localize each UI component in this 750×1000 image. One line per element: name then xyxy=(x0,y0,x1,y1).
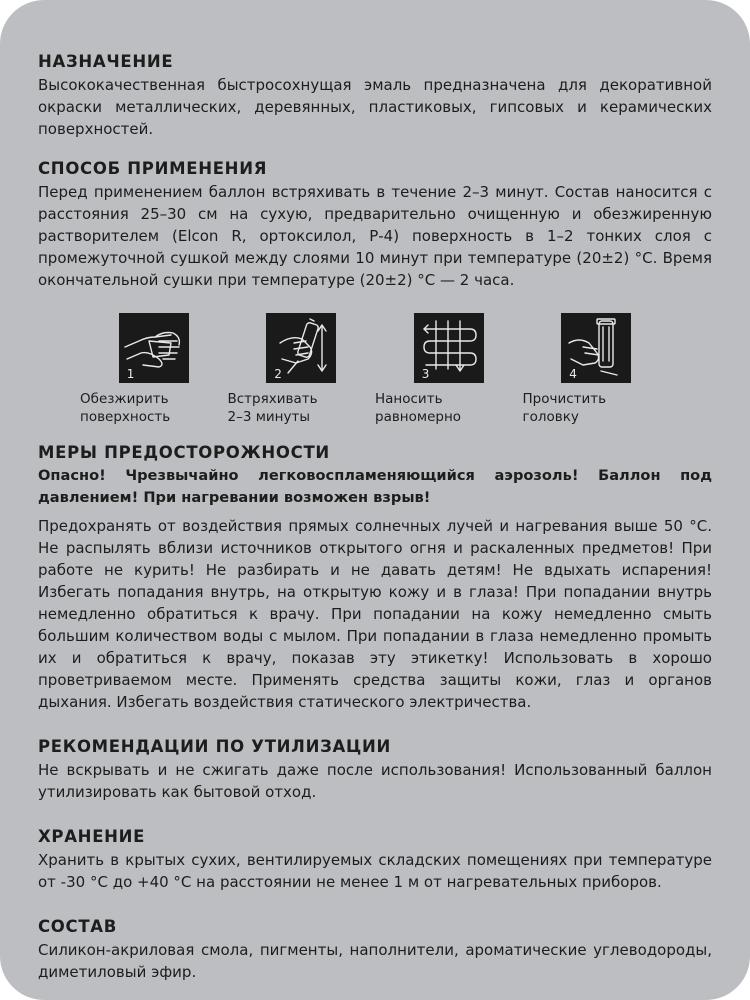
precautions-text: Предохранять от воздействия прямых солнечных лучей и нагревания выше 50 °С. Не распылять вблизи источников открытого огня и раскаленных предметов! При работе не курить! Не разбирать и не давать детям! Не вдыхать испарения! Избегать попадания внутрь, на открытую кожу и в глаза! При попадании внутрь немедленно обратиться к врачу. При попадании на кожу немедленно смыть большим количеством воды с мылом. При попадании в глаза немедленно промыть их и обратиться к врачу, показав эту этикетку! Использовать в хорошо проветриваемом месте. Применять средства защиты кожи, глаз и органов дыхания. Избегать воздействия статического электричества. xyxy=(38,517,712,711)
clean-nozzle-icon xyxy=(561,313,631,383)
step-caption: Встряхивать 2–3 минуты xyxy=(227,391,318,425)
composition-title: СОСТАВ xyxy=(38,917,118,936)
composition-section xyxy=(38,915,712,983)
shaking-can-icon xyxy=(266,313,336,383)
storage-section xyxy=(38,825,712,893)
step-3 xyxy=(375,313,523,426)
spray-pattern-icon xyxy=(414,313,484,383)
step-4 xyxy=(523,313,671,426)
application-section xyxy=(38,157,712,291)
storage-text: Хранить в крытых сухих, вентилируемых складских помещениях при температуре от -30 °С до +40 °С на расстоянии не менее 1 м от нагревательных приборов. xyxy=(38,851,712,891)
purpose-section xyxy=(38,50,712,140)
disposal-section xyxy=(38,735,712,803)
precautions-title: МЕРЫ ПРЕДОСТОРОЖНОСТИ xyxy=(38,443,330,462)
application-title: СПОСОБ ПРИМЕНЕНИЯ xyxy=(38,159,268,178)
storage-title: ХРАНЕНИЕ xyxy=(38,827,146,846)
step-number: 2 xyxy=(274,367,282,381)
step-1 xyxy=(80,313,228,426)
danger-warning: Опасно! Чрезвычайно легковоспламеняющийся аэрозоль! Баллон под давлением! При нагревании возможен взрыв! xyxy=(38,467,712,506)
step-number: 1 xyxy=(126,367,135,381)
disposal-text: Не вскрывать и не сжигать даже после использования! Использованный баллон утилизировать как бытовой отход. xyxy=(38,761,712,801)
step-caption: Прочистить головку xyxy=(522,391,607,425)
hand-wiping-icon xyxy=(119,313,189,383)
disposal-title: РЕКОМЕНДАЦИИ ПО УТИЛИЗАЦИИ xyxy=(38,737,392,756)
application-steps xyxy=(38,313,712,426)
step-caption: Обезжирить поверхность xyxy=(80,391,171,425)
purpose-title: НАЗНАЧЕНИЕ xyxy=(38,52,174,71)
step-number: 3 xyxy=(421,367,430,381)
precautions-section xyxy=(38,441,712,713)
application-text: Перед применением баллон встряхивать в течение 2–3 минут. Состав наносится с расстояния 25–30 см на сухую, предварительно очищенную и обезжиренную растворителем (Elcon R, ортоксилол, Р-4) поверхность в 1–2 тонких слоя с промежуточной сушкой между слоями 10 минут при температуре (20±2) °С. Время окончательной сушки при температуре (20±2) °С — 2 часа. xyxy=(38,183,712,289)
step-number: 4 xyxy=(569,367,577,381)
step-caption: Наносить равномерно xyxy=(375,391,462,425)
composition-text: Силикон-акриловая смола, пигменты, наполнители, ароматические углеводороды, диметиловый эфир. xyxy=(38,941,712,981)
step-2 xyxy=(228,313,376,426)
purpose-text: Высококачественная быстросохнущая эмаль предназначена для декоративной окраски металлических, деревянных, пластиковых, гипсовых и керамических поверхностей. xyxy=(38,76,712,138)
